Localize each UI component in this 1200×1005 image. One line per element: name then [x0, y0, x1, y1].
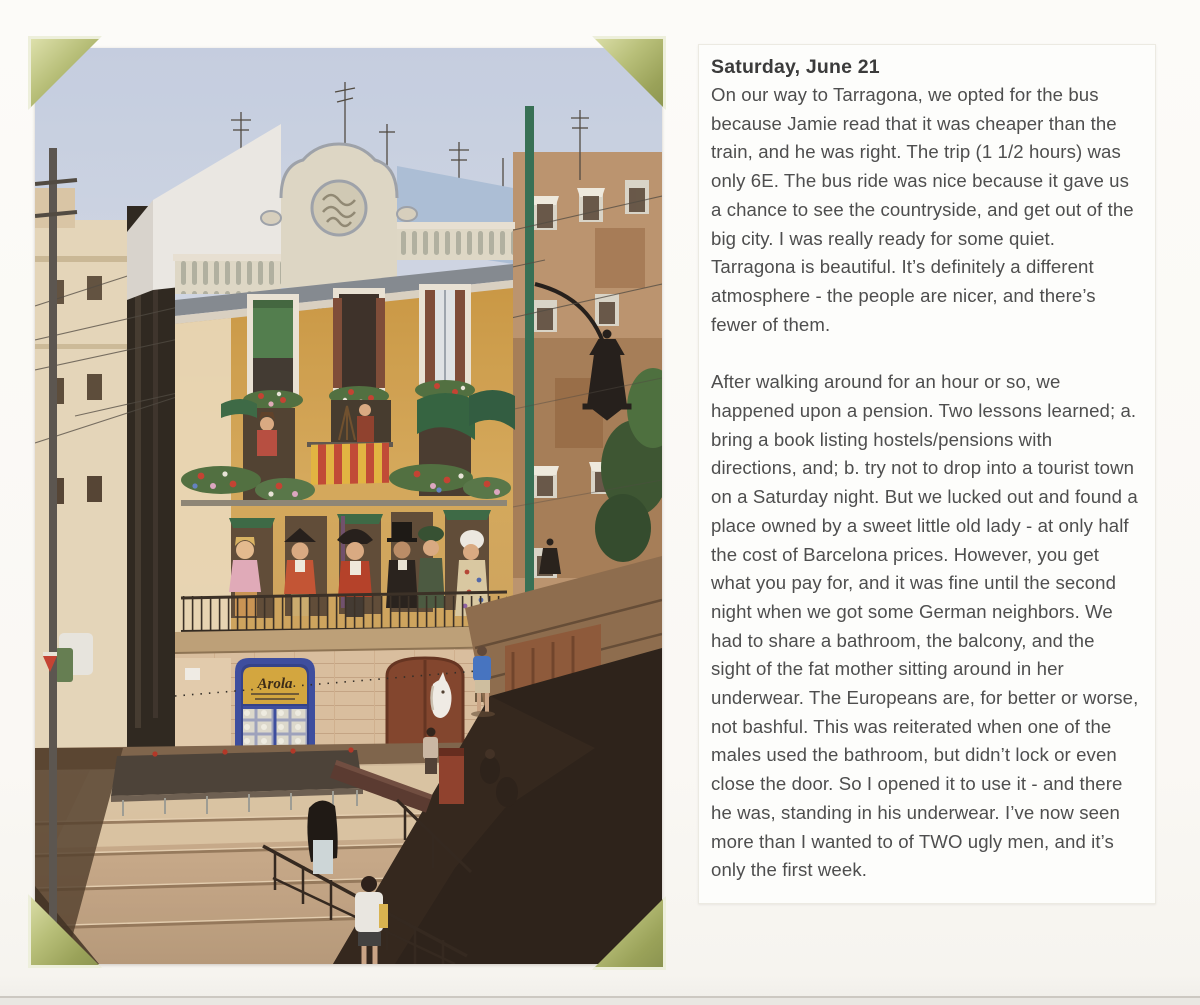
arola-sign-text: Arola — [257, 676, 293, 692]
journal-card — [698, 44, 1156, 904]
photo-tarragona-mural — [35, 48, 662, 964]
journal-heading: Saturday, June 21 — [711, 56, 880, 78]
page-bottom-edge — [0, 996, 1200, 1005]
journal-paragraph-2: After walking around for an hour or so, we happened upon a pension. Two lessons learned; a. bring a book listing hostels/pensions with directions, and; b. try not to drop into a tourist town on a Saturday night. But we lucked out and found a place owned by a sweet little old lady - at only half the cost of Barcelona prices. However, you get what you pay for, and it was fine until the second night when we got some German neighbors. We had to share a bathroom, the balcony, and the sight of the fat mother sitting around in her underwear. The Europeans are, for better or worse, not bashful. This was reiterated when one of the males used the bathroom, but didn’t lock or even close the door. So I opened it to use it - and there he was, standing in his underwear. I’ve now seen more than I wanted to of TWO ugly men, and it’s only the first week. — [711, 371, 1139, 881]
photo-tint-overlay — [35, 48, 662, 964]
journal-paragraph-1: On our way to Tarragona, we opted for the bus because Jamie read that it was cheaper than the train, and he was right. The trip (1 1/2 hours) was only 6E. The bus ride was nice because it gave us a chance to see the countryside, and get out of the big city. I was really ready for some quiet. Tarragona is beautiful. It’s definitely a different atmosphere - the people are nicer, and there’s fewer of them. — [711, 84, 1134, 335]
